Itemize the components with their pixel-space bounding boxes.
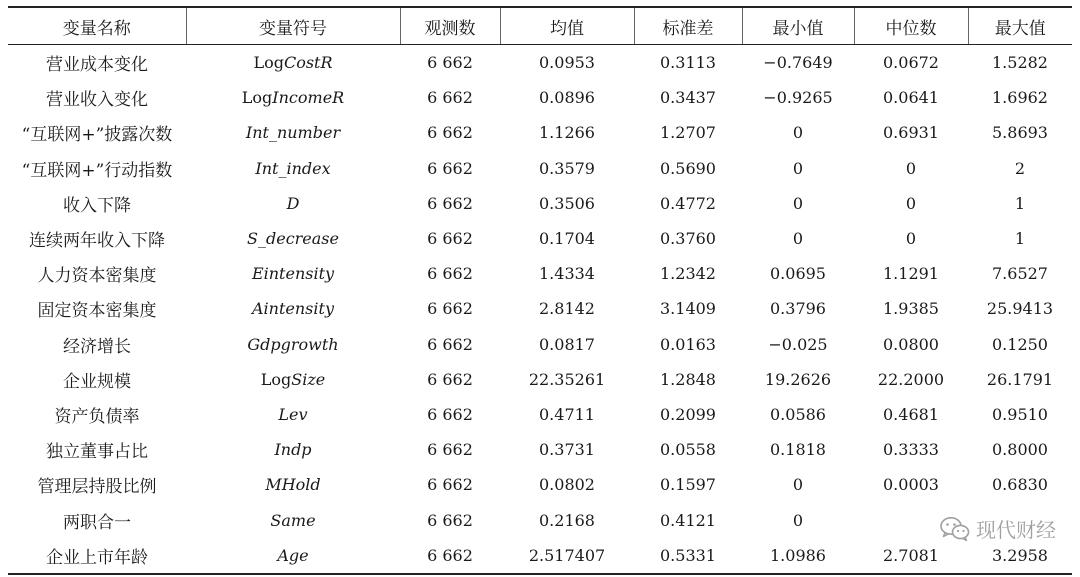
symbol-italic: Age [277, 545, 309, 565]
header-variable-symbol: 变量符号 [186, 7, 400, 45]
cell-variable-name: 企业规模 [63, 371, 131, 392]
cell-max: 1 [1014, 193, 1026, 213]
symbol-italic: CostR [283, 53, 333, 73]
table-row [8, 221, 1072, 256]
cell-variable-symbol [186, 432, 400, 467]
cell-mean: 0.0802 [539, 475, 595, 495]
cell-variable-symbol [186, 186, 400, 221]
symbol-italic: Indp [274, 440, 312, 460]
header-variable-name: 变量名称 [8, 7, 186, 45]
cell-mean: 0.0953 [539, 53, 595, 73]
symbol-italic: MHold [265, 475, 321, 495]
cell-max: 0.8000 [992, 440, 1048, 460]
cell-median: 0.3333 [883, 440, 939, 460]
cell-std-dev: 0.4772 [660, 193, 716, 213]
cell-variable-symbol [186, 362, 400, 397]
cell-std-dev: 0.2099 [660, 404, 716, 424]
cell-variable-symbol [186, 45, 400, 81]
cell-variable-symbol [186, 502, 400, 537]
symbol-italic: Int_number [245, 123, 341, 143]
cell-observations: 6 662 [427, 158, 473, 178]
symbol-italic: Gdpgrowth [247, 334, 339, 354]
cell-variable-symbol [186, 467, 400, 502]
cell-std-dev: 1.2342 [660, 264, 716, 284]
cell-median: 0.0672 [883, 53, 939, 73]
cell-std-dev: 0.1597 [660, 475, 716, 495]
cell-variable-name: 经济增长 [63, 336, 131, 357]
header-observations: 观测数 [400, 7, 500, 45]
cell-observations: 6 662 [427, 299, 473, 319]
watermark-text: 现代财经 [976, 518, 1056, 542]
table-row [8, 151, 1072, 186]
header-mean: 均值 [500, 7, 634, 45]
cell-mean: 0.0817 [539, 334, 595, 354]
cell-observations: 6 662 [427, 369, 473, 389]
header-std-dev: 标准差 [634, 7, 742, 45]
symbol-italic: Eintensity [251, 264, 335, 284]
cell-std-dev: 0.3113 [660, 53, 716, 73]
cell-mean: 0.4711 [539, 404, 595, 424]
header-median: 中位数 [854, 7, 968, 45]
cell-variable-name: 营业成本变化 [46, 55, 148, 76]
table-row [8, 502, 1072, 537]
cell-mean: 2.517407 [500, 538, 634, 574]
cell-std-dev: 0.4121 [660, 510, 716, 530]
cell-min: 0.1818 [770, 440, 826, 460]
cell-std-dev: 3.1409 [660, 299, 716, 319]
cell-observations: 6 662 [427, 123, 473, 143]
cell-median: 0 [905, 229, 917, 249]
cell-max: 25.9413 [986, 299, 1054, 319]
cell-min: 19.2626 [764, 369, 832, 389]
cell-min: 0 [792, 123, 804, 143]
cell-variable-name: 资产负债率 [54, 406, 140, 427]
descriptive-statistics-table [8, 6, 1072, 575]
cell-std-dev: 0.3760 [660, 229, 716, 249]
cell-mean: 0.3579 [539, 158, 595, 178]
symbol-italic: Int_index [255, 158, 331, 178]
symbol-italic: Same [270, 510, 316, 530]
cell-max: 5.8693 [992, 123, 1048, 143]
cell-variable-name: 独立董事占比 [46, 442, 148, 463]
cell-std-dev: 0.5690 [660, 158, 716, 178]
symbol-prefix: Log [241, 88, 273, 108]
cell-std-dev: 0.0558 [660, 440, 716, 460]
cell-variable-name: 人力资本密集度 [37, 266, 157, 287]
cell-observations: 6 662 [427, 229, 473, 249]
statistics-table-container [8, 6, 1072, 575]
table-row [8, 327, 1072, 362]
cell-observations: 6 662 [427, 510, 473, 530]
cell-observations: 6 662 [427, 53, 473, 73]
cell-min: −0.9265 [763, 88, 833, 108]
cell-variable-symbol [186, 221, 400, 256]
symbol-italic: Lev [278, 404, 308, 424]
cell-variable-name: 收入下降 [63, 195, 131, 216]
cell-variable-name: 企业上市年龄 [8, 538, 186, 574]
cell-observations: 6 662 [427, 193, 473, 213]
cell-median: 0 [905, 193, 917, 213]
cell-min: 0.0586 [770, 404, 826, 424]
symbol-prefix: Log [260, 369, 292, 389]
table-row [8, 256, 1072, 291]
cell-min: −0.025 [768, 334, 828, 354]
symbol-italic: S_decrease [247, 229, 339, 249]
cell-std-dev: 1.2848 [660, 369, 716, 389]
table-row [8, 397, 1072, 432]
table-row [8, 80, 1072, 115]
cell-variable-name: 营业收入变化 [46, 90, 148, 111]
cell-variable-name: “互联网+”行动指数 [21, 160, 173, 181]
cell-variable-name: “互联网+”披露次数 [21, 125, 173, 146]
cell-variable-name: 连续两年收入下降 [29, 231, 165, 252]
symbol-italic: D [286, 193, 300, 213]
cell-min: 0 [792, 510, 804, 530]
table-row [8, 291, 1072, 326]
table-row [8, 362, 1072, 397]
cell-observations: 6 662 [427, 264, 473, 284]
cell-min: 0 [792, 158, 804, 178]
cell-variable-symbol [186, 256, 400, 291]
cell-variable-symbol [186, 80, 400, 115]
cell-max: 1.6962 [992, 88, 1048, 108]
cell-max: 0.6830 [992, 475, 1048, 495]
table-row [8, 45, 1072, 81]
cell-variable-name: 管理层持股比例 [37, 477, 157, 498]
cell-variable-symbol [186, 115, 400, 150]
cell-mean: 1.4334 [539, 264, 595, 284]
cell-mean: 0.1704 [539, 229, 595, 249]
cell-max: 0.1250 [992, 334, 1048, 354]
table-row [8, 115, 1072, 150]
cell-min: 0 [792, 475, 804, 495]
cell-std-dev: 0.3437 [660, 88, 716, 108]
cell-median: 22.2000 [877, 369, 945, 389]
table-body [8, 45, 1072, 574]
cell-std-dev: 0.5331 [634, 538, 742, 574]
cell-variable-name: 两职合一 [63, 512, 131, 533]
cell-min: 1.0986 [742, 538, 854, 574]
cell-variable-symbol [186, 291, 400, 326]
cell-mean: 0.2168 [539, 510, 595, 530]
cell-min: 0.0695 [770, 264, 826, 284]
cell-observations: 6 662 [427, 475, 473, 495]
cell-median: 1.1291 [883, 264, 939, 284]
symbol-italic: Aintensity [252, 299, 334, 319]
cell-variable-symbol [186, 538, 400, 574]
cell-std-dev: 0.0163 [660, 334, 716, 354]
cell-min: 0 [792, 193, 804, 213]
symbol-italic: Size [291, 369, 326, 389]
cell-min: 0.3796 [770, 299, 826, 319]
cell-mean: 0.0896 [539, 88, 595, 108]
header-max: 最大值 [968, 7, 1072, 45]
cell-median: 0.4681 [883, 404, 939, 424]
cell-std-dev: 1.2707 [660, 123, 716, 143]
cell-median: 0 [905, 158, 917, 178]
cell-max: 1 [1014, 229, 1026, 249]
cell-max: 26.1791 [986, 369, 1054, 389]
cell-variable-symbol [186, 327, 400, 362]
header-min: 最小值 [742, 7, 854, 45]
cell-observations: 6 662 [427, 404, 473, 424]
cell-median: 0.0800 [883, 334, 939, 354]
table-row [8, 186, 1072, 221]
watermark [940, 514, 1056, 543]
symbol-italic: IncomeR [272, 88, 345, 108]
cell-median: 1.9385 [883, 299, 939, 319]
cell-observations: 6 662 [427, 440, 473, 460]
table-row [8, 538, 1072, 574]
cell-mean: 2.8142 [539, 299, 595, 319]
cell-variable-symbol [186, 397, 400, 432]
cell-mean: 1.1266 [539, 123, 595, 143]
cell-observations: 6 662 [427, 88, 473, 108]
cell-max: 1.5282 [992, 53, 1048, 73]
cell-max: 3.2958 [968, 538, 1072, 574]
cell-mean: 0.3731 [539, 440, 595, 460]
cell-mean: 22.35261 [528, 369, 606, 389]
wechat-icon [940, 516, 970, 542]
cell-max: 2 [1014, 158, 1026, 178]
cell-max: 7.6527 [992, 264, 1048, 284]
cell-median: 0.0003 [883, 475, 939, 495]
cell-median: 0.6931 [883, 123, 939, 143]
cell-mean: 0.3506 [539, 193, 595, 213]
cell-median: 0.0641 [883, 88, 939, 108]
table-row [8, 467, 1072, 502]
cell-observations: 6 662 [400, 538, 500, 574]
symbol-prefix: Log [253, 53, 284, 73]
cell-variable-symbol [186, 151, 400, 186]
cell-observations: 6 662 [427, 334, 473, 354]
table-header-row [8, 7, 1072, 45]
cell-min: −0.7649 [763, 53, 833, 73]
cell-min: 0 [792, 229, 804, 249]
cell-max: 0.9510 [992, 404, 1048, 424]
cell-median: 2.7081 [854, 538, 968, 574]
cell-variable-name: 固定资本密集度 [37, 301, 157, 322]
table-row [8, 432, 1072, 467]
